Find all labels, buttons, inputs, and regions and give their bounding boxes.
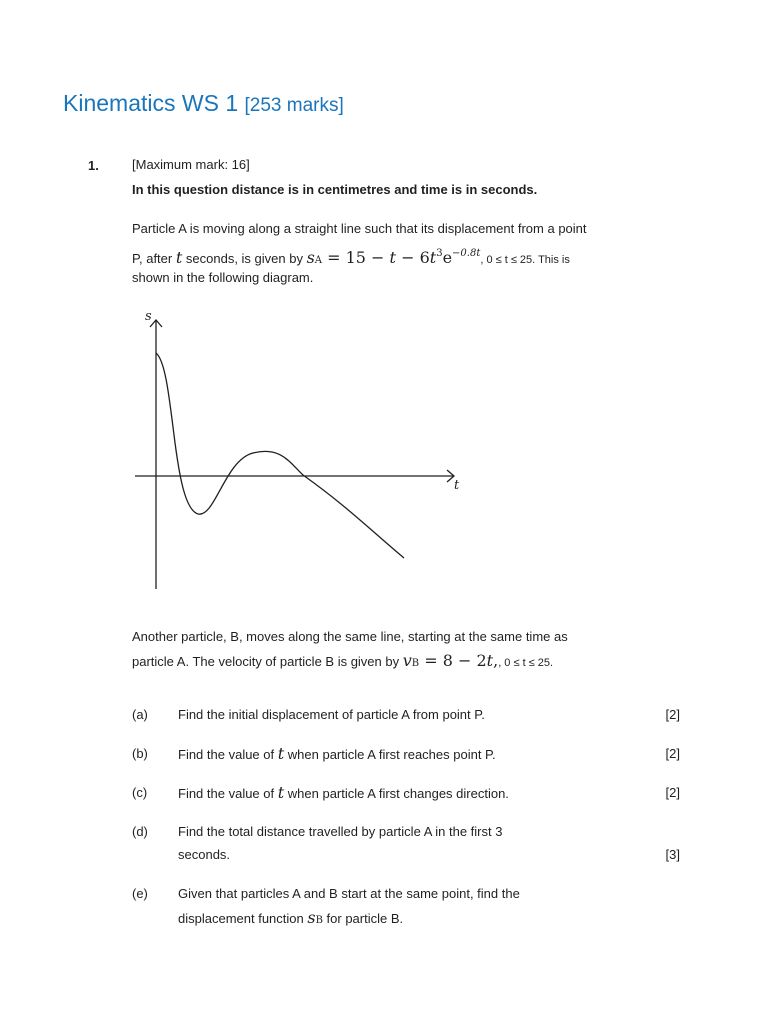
math-t: t [429, 248, 437, 267]
part-b-text-b: when particle A first reaches point P. [284, 747, 496, 762]
question-number: 1. [88, 158, 99, 173]
intro-text-a: P, after [132, 251, 176, 266]
math-comma: , [493, 651, 499, 670]
part-b-text [178, 742, 496, 767]
math-sub-a: A [314, 255, 323, 266]
after-text-a: particle A. The velocity of particle B is given by [132, 654, 403, 669]
math-eq1: = 15 − [322, 248, 390, 267]
part-c-marks: [2] [665, 785, 680, 800]
math-e: e [442, 248, 453, 267]
part-e-text-line-2 [178, 906, 403, 933]
equation-sA [306, 248, 481, 267]
max-mark: [Maximum mark: 16] [132, 157, 250, 172]
part-c-text-a: Find the value of [178, 786, 278, 801]
part-d-marks: [3] [665, 847, 680, 862]
part-b-marks: [2] [665, 746, 680, 761]
math-t: t [175, 248, 183, 267]
after-line-2 [132, 649, 553, 676]
part-d-label: (d) [132, 824, 148, 839]
math-t: t [277, 744, 285, 763]
displacement-curve [156, 353, 404, 558]
math-t: t [389, 248, 396, 267]
title-main: Kinematics WS 1 [63, 90, 239, 116]
math-exp3: 3 [436, 248, 443, 259]
y-axis-label: s [145, 309, 152, 324]
part-c-label: (c) [132, 785, 148, 800]
math-sub-b: B [411, 658, 420, 669]
after-line-1: Another particle, B, moves along the same line, starting at the same time as [132, 629, 568, 644]
math-eq2: = 8 − 2 [419, 651, 487, 670]
part-e-text-line-1: Given that particles A and B start at the same point, find the [178, 886, 520, 901]
part-a-text: Find the initial displacement of particle A from point P. [178, 707, 485, 722]
x-axis-label: t [454, 478, 460, 493]
part-d-text-line-2: seconds. [178, 847, 231, 862]
intro-text-b: seconds, is given by [182, 251, 307, 266]
part-e-label: (e) [132, 886, 148, 901]
displacement-diagram [125, 300, 470, 595]
part-a-marks: [2] [665, 707, 680, 722]
intro-text-c: , 0 ≤ t ≤ 25. This is [480, 254, 570, 266]
part-b-text-a: Find the value of [178, 747, 278, 762]
math-t: t [277, 783, 285, 802]
title-total-marks: [253 marks] [244, 95, 344, 116]
part-d-text-line-1: Find the total distance travelled by particle A in the first 3 [178, 824, 503, 839]
part-c-text-b: when particle A first changes direction. [284, 786, 509, 801]
math-exp08: −0.8t [452, 248, 481, 259]
math-s: s [307, 908, 316, 927]
instruction: In this question distance is in centimetres and time is in seconds. [132, 182, 538, 197]
part-e-text-a: displacement function [178, 911, 308, 926]
after-text-c: , 0 ≤ t ≤ 25. [498, 657, 554, 669]
part-b-label: (b) [132, 746, 148, 761]
equation-vB [402, 651, 499, 670]
intro-line-3: shown in the following diagram. [132, 270, 314, 285]
part-a-label: (a) [132, 707, 148, 722]
part-e-text-b: for particle B. [322, 911, 404, 926]
math-sub-b: B [315, 915, 323, 926]
math-s: s [306, 248, 315, 267]
intro-line-1: Particle A is moving along a straight line such that its displacement from a point [132, 221, 587, 236]
math-v: v [402, 651, 412, 670]
math-t: t [486, 651, 494, 670]
math-minus6: − 6 [395, 248, 430, 267]
page-title [63, 90, 344, 117]
part-c-text [178, 781, 509, 806]
